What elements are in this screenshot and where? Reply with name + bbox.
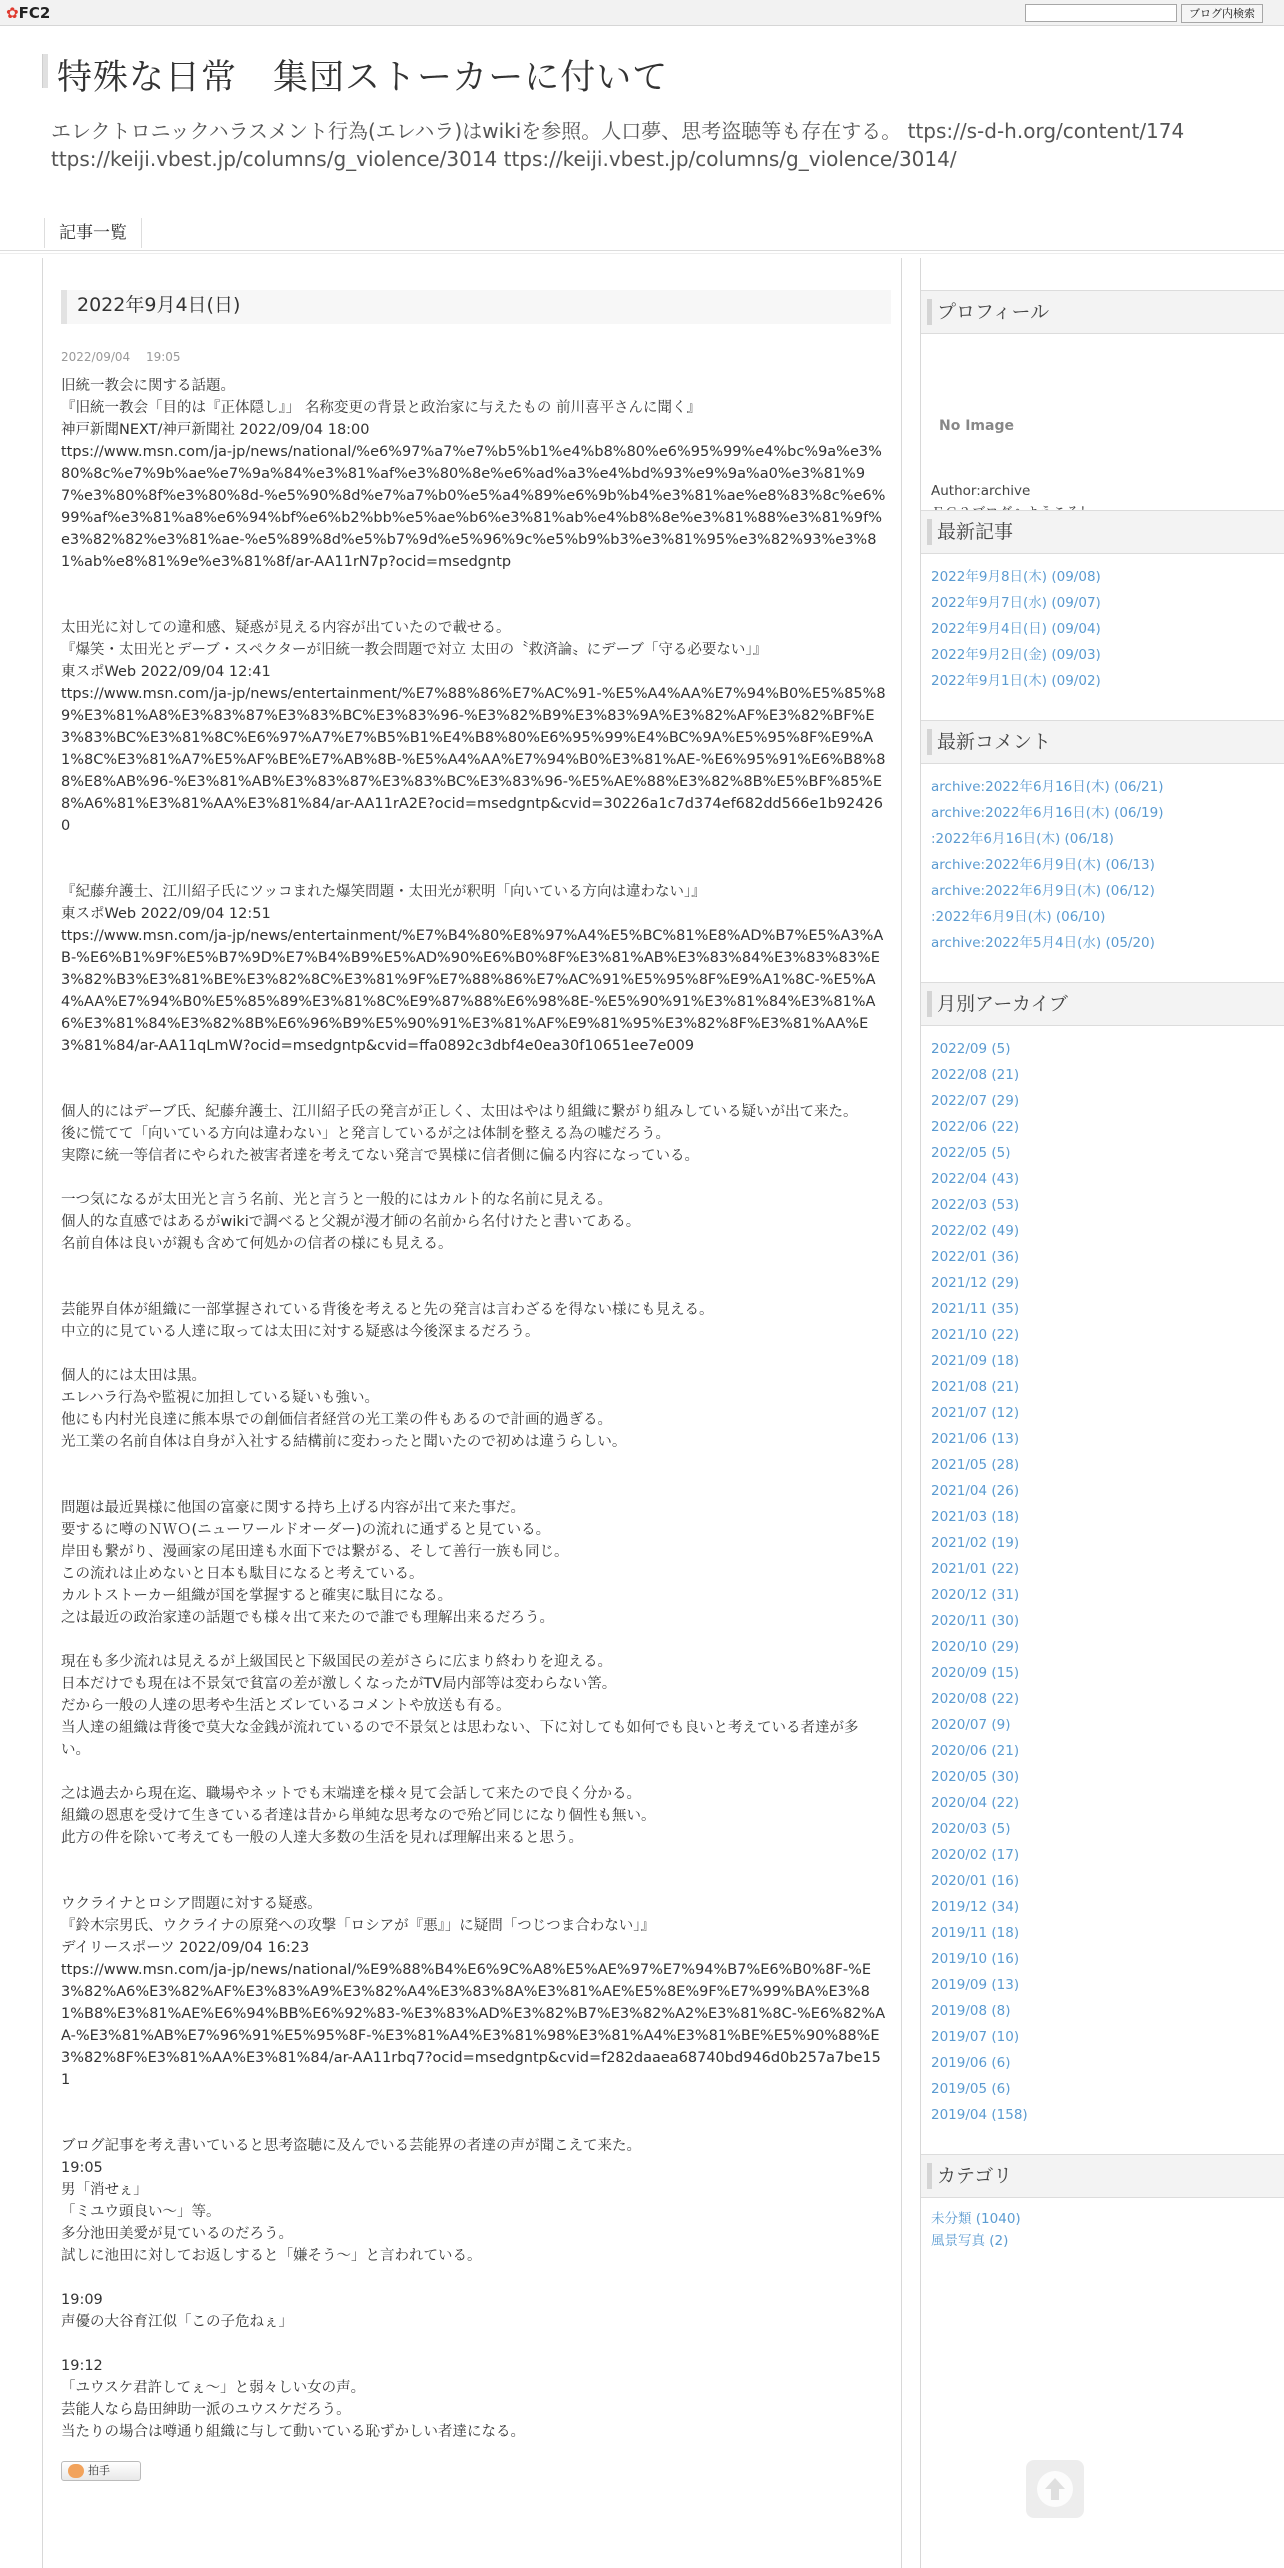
- entry-line: 試しに池田に対してお返しすると「嫌そう～」と言われている。: [61, 2248, 482, 2264]
- entry-line: 之は最近の政治家達の話題でも様々出て来たので誰でも理解出来るだろう。: [61, 1610, 554, 1626]
- recent-comment-link[interactable]: archive:2022年6月9日(木) (06/13): [931, 857, 1155, 873]
- entry-line[interactable]: ttps://www.msn.com/ja-jp/news/national/%E9%88%B4%E6%9C%A8%E5%AE%97%E7%94%B7%E6%B0%8F-%E3%82%A6%E3%82%AF%E3%83%A9%E3%82%A4%E3%83%8A%E3%81%AE%E5%8E%9F%E7%99%BA%E3%81%B8%E3%81%AE%E6%94%BB%E6%92%83-%E3%83%AD%E3%82%B7%E3%82%A2%E3%81%8C-%E6%82%AA-%E3%81%AB%E7%96%91%E5%95%8F-%E3%81%A4%E3%81%98%E3%81%A4%E3%81%BE%E5%90%88%E3%82%8F%E3%81%AA%E3%81%84/ar-AA11rbq7?ocid=msedgntp&cvid=f282daaea68740bd946d0b257a7be151: [61, 1962, 886, 2088]
- entry-line: 『鈴木宗男氏、ウクライナの原発への攻撃「ロシアが『悪』」に疑問「つじつま合わない」』: [61, 1918, 656, 1934]
- entry-line: 後に慌てて「向いている方向は違わない」と発言しているが之は体制を整える為の嘘だろう。: [61, 1126, 670, 1142]
- recent-comment-link[interactable]: :2022年6月9日(木) (06/10): [931, 909, 1106, 925]
- archive-month-link[interactable]: 2021/06 (13): [931, 1431, 1020, 1447]
- entry-line: 芸能界自体が組織に一部掌握されている背後を考えると先の発言は言わざるを得ない様にも見える。: [61, 1302, 714, 1318]
- entry-line: 『旧統一教会「目的は『正体隠し』」 名称変更の背景と政治家に与えたもの 前川喜平さんに聞く』: [61, 400, 701, 416]
- blog-description-line: ttps://keiji.vbest.jp/columns/g_violence/3014 ttps://keiji.vbest.jp/columns/g_violence/3014/: [51, 147, 957, 171]
- entry-line: 『紀藤弁護士、江川紹子氏にツッコまれた爆笑問題・太田光が釈明「向いている方向は違わない」』: [61, 884, 706, 900]
- entry-line: 多分池田美愛が見ているのだろう。: [61, 2226, 293, 2242]
- recent-entry-link[interactable]: 2022年9月8日(木) (09/08): [931, 569, 1101, 585]
- clap-button[interactable]: [61, 2461, 141, 2481]
- entry-line: 実際に統一等信者にやられた被害者達を考えてない発言で異様に信者側に偏る内容になっている。: [61, 1148, 699, 1164]
- entry-body: [61, 375, 887, 2443]
- fc2-logo-icon: ✿: [6, 4, 19, 22]
- entry-line: カルトストーカー組織が国を掌握すると確実に駄目になる。: [61, 1588, 453, 1604]
- archive-month-link[interactable]: 2021/04 (26): [931, 1483, 1020, 1499]
- archive-month-link[interactable]: 2019/05 (6): [931, 2081, 1011, 2097]
- archive-month-link[interactable]: 2019/06 (6): [931, 2055, 1011, 2071]
- archive-month-link[interactable]: 2020/05 (30): [931, 1769, 1020, 1785]
- archive-month-link[interactable]: 2022/05 (5): [931, 1145, 1011, 1161]
- entry-line: エレハラ行為や監視に加担している疑いも強い。: [61, 1390, 379, 1406]
- entry-line: 芸能人なら島田紳助一派のユウスケだろう。: [61, 2402, 351, 2418]
- archive-month-link[interactable]: 2021/09 (18): [931, 1353, 1020, 1369]
- recent-entries-section: [921, 510, 1284, 694]
- archive-month-link[interactable]: 2020/04 (22): [931, 1795, 1020, 1811]
- entry-line: 岸田も繋がり、漫画家の尾田達も水面下では繋がる、そして善行一族も同じ。: [61, 1544, 569, 1560]
- paragraph-gap: [61, 1849, 887, 1893]
- entry-line[interactable]: ttps://www.msn.com/ja-jp/news/entertainment/%E7%88%86%E7%AC%91-%E5%A4%AA%E7%94%B0%E5%85%89%E3%81%A8%E3%83%87%E3%83%BC%E3%83%96-%E3%82%B9%E3%83%9A%E3%82%AF%E3%82%BF%E3%83%BC%E3%81%8C%E6%97%A7%E7%B5%B1%E4%B8%80%E6%95%99%E4%BC%9A%E5%95%8F%E9%A1%8C%E3%81%A7%E5%AF%BE%E7%AB%8B-%E5%A4%AA%E7%94%B0%E3%81%AE-%E6%95%91%E6%B8%88%E8%AB%96-%E3%81%AB%E3%83%87%E3%83%BC%E3%83%96-%E5%AE%88%E3%82%8B%E5%BF%85%E8%A6%81%E3%81%AA%E3%81%84/ar-AA11rA2E?ocid=msedgntp&cvid=30226a1c7d374ef682dd566e1b924260: [61, 686, 886, 834]
- entry-line: 個人的には太田は黒。: [61, 1368, 206, 1384]
- entry-line[interactable]: ttps://www.msn.com/ja-jp/news/national/%e6%97%a7%e7%b5%b1%e4%b8%80%e6%95%99%e4%bc%9a%e3%80%8c%e7%9b%ae%e7%9a%84%e3%81%af%e3%80%8e%e6%ad%a3%e4%bd%93%e9%9a%a0%e3%81%97%e3%80%8f%e3%80%8d-%e5%90%8d%e7%a7%b0%e5%a4%89%e6%9b%b4%e3%81%ae%e8%83%8c%e6%99%af%e3%81%a8%e6%94%bf%e6%b2%bb%e5%ae%b6%e3%81%ab%e4%b8%8e%e3%81%88%e3%81%9f%e3%82%82%e3%81%ae-%e5%89%8d%e5%b7%9d%e5%96%9c%e5%b9%b3%e3%81%95%e3%82%93%e3%81%ab%e8%81%9e%e3%81%8f/ar-AA11rN7p?ocid=msedgntp: [61, 444, 886, 570]
- clap-icon: [68, 2464, 84, 2478]
- entry-line: 一つ気になるが太田光と言う名前、光と言うと一般的にはカルト的な名前に見える。: [61, 1192, 612, 1208]
- archive-month-link[interactable]: 2021/01 (22): [931, 1561, 1020, 1577]
- archive-month-link[interactable]: 2021/02 (19): [931, 1535, 1020, 1551]
- blog-search-input[interactable]: [1025, 4, 1177, 22]
- entry-line: 個人的にはデーブ氏、紀藤弁護士、江川紹子氏の発言が正しく、太田はやはり組織に繋がり組みしている疑いが出て来た。: [61, 1104, 858, 1120]
- archive-month-link[interactable]: 2022/02 (49): [931, 1223, 1020, 1239]
- entry-line: 太田光に対しての違和感、疑惑が見える内容が出ていたので載せる。: [61, 620, 511, 636]
- paragraph-gap: [61, 1343, 887, 1365]
- profile-section: [921, 290, 1284, 520]
- entry-line: だから一般の人達の思考や生活とズレているコメントや放送も有る。: [61, 1698, 511, 1714]
- paragraph-gap: [61, 1761, 887, 1783]
- entry-line: ウクライナとロシア問題に対する疑惑。: [61, 1896, 322, 1912]
- entry-line: 組織の恩恵を受けて生きている者達は昔から単純な思考なので殆ど同じになり個性も無い。: [61, 1808, 656, 1824]
- entry-line: 旧統一教会に関する話題。: [61, 378, 235, 394]
- paragraph-gap: [61, 1057, 887, 1101]
- archive-month-link[interactable]: 2019/04 (158): [931, 2107, 1028, 2123]
- entry-line: デイリースポーツ 2022/09/04 16:23: [61, 1940, 310, 1956]
- archive-month-link[interactable]: 2022/09 (5): [931, 1041, 1011, 1057]
- archive-month-link[interactable]: 2020/01 (16): [931, 1873, 1020, 1889]
- recent-comment-link[interactable]: :2022年6月16日(木) (06/18): [931, 831, 1114, 847]
- archive-month-link[interactable]: 2019/11 (18): [931, 1925, 1020, 1941]
- nav-divider: [0, 250, 1284, 254]
- entry-line[interactable]: ttps://www.msn.com/ja-jp/news/entertainment/%E7%B4%80%E8%97%A4%E5%BC%81%E8%AD%B7%E5%A3%AB-%E6%B1%9F%E5%B7%9D%E7%B4%B9%E5%AD%90%E6%B0%8F%E3%81%AB%E3%83%84%E3%83%83%E3%82%B3%E3%81%BE%E3%82%8C%E3%81%9F%E7%88%86%E7%AC%91%E5%95%8F%E9%A1%8C-%E5%A4%AA%E7%94%B0%E5%85%89%E3%81%8C%E9%87%88%E6%98%8E-%E5%90%91%E3%81%84%E3%81%A6%E3%81%84%E3%82%8B%E6%96%B9%E5%90%91%E3%81%AF%E9%81%95%E3%82%8F%E3%81%AA%E3%81%84/ar-AA11qLmW?ocid=msedgntp&cvid=ffa0892c3dbf4e0ea30f10651ee7e009: [61, 928, 884, 1054]
- archive-month-link[interactable]: 2019/08 (8): [931, 2003, 1011, 2019]
- entry-line: 中立的に見ている人達に取っては太田に対する疑惑は今後深まるだろう。: [61, 1324, 540, 1340]
- archive-month-link[interactable]: 2022/08 (21): [931, 1067, 1020, 1083]
- entry-line: 東スポWeb 2022/09/04 12:51: [61, 906, 271, 922]
- category-list: [921, 2198, 1284, 2252]
- recent-entry-link[interactable]: 2022年9月1日(木) (09/02): [931, 673, 1101, 689]
- archive-month-link[interactable]: 2019/09 (13): [931, 1977, 1020, 1993]
- paragraph-gap: [61, 1255, 887, 1299]
- entry-line: 「ユウスケ君許してぇ～」と弱々しい女の声。: [61, 2380, 366, 2396]
- entry-line: 声優の大谷育江似「この子危ねぇ」: [61, 2314, 293, 2330]
- entry-line: 問題は最近異様に他国の富豪に関する持ち上げる内容が出て来た事だ。: [61, 1500, 525, 1516]
- entry-line: 之は過去から現在迄、職場やネットでも末端達を様々見て会話して来たので良く分かる。: [61, 1786, 641, 1802]
- archive-month-link[interactable]: 2022/07 (29): [931, 1093, 1020, 1109]
- entry-line: 此方の件を除いて考えても一般の人達大多数の生活を見れば理解出来ると思う。: [61, 1830, 583, 1846]
- category-link[interactable]: 風景写真 (2): [931, 2233, 1009, 2249]
- recent-comments-heading: 最新コメント: [921, 720, 1284, 764]
- monthly-archive-section: [921, 982, 1284, 2128]
- fc2-logo-text: FC2: [18, 4, 51, 22]
- blog-description: [51, 117, 1251, 173]
- entry-line: 要するに噂のＮＷＯ(ニューワールドオーダー)の流れに通ずると見ている。: [61, 1522, 551, 1538]
- entry-date: 2022/09/04 19:05: [61, 350, 181, 364]
- paragraph-gap: [61, 573, 887, 617]
- archive-month-link[interactable]: 2021/07 (12): [931, 1405, 1020, 1421]
- category-section: [921, 2154, 1284, 2252]
- archive-month-link[interactable]: 2020/11 (30): [931, 1613, 1020, 1629]
- monthly-archive-list: [921, 1026, 1284, 2128]
- entry-line: 当たりの場合は噂通り組織に与して動いている恥ずかしい者達になる。: [61, 2424, 525, 2440]
- paragraph-gap: [61, 2333, 887, 2355]
- clap-label: 拍手: [88, 2464, 110, 2477]
- archive-month-link[interactable]: 2021/05 (28): [931, 1457, 1020, 1473]
- paragraph-gap: [61, 837, 887, 881]
- archive-month-link[interactable]: 2019/12 (34): [931, 1899, 1020, 1915]
- paragraph-gap: [61, 1167, 887, 1189]
- entry-line: 現在も多少流れは見えるが上級国民と下級国民の差がさらに広まり終わりを迎える。: [61, 1654, 612, 1670]
- paragraph-gap: [61, 1453, 887, 1497]
- paragraph-gap: [61, 1629, 887, 1651]
- recent-comment-link[interactable]: archive:2022年6月16日(木) (06/21): [931, 779, 1164, 795]
- monthly-archive-heading: 月別アーカイブ: [921, 982, 1284, 1026]
- archive-month-link[interactable]: 2021/12 (29): [931, 1275, 1020, 1291]
- archive-month-link[interactable]: 2020/02 (17): [931, 1847, 1020, 1863]
- archive-month-link[interactable]: 2022/04 (43): [931, 1171, 1020, 1187]
- back-to-top-button[interactable]: [1026, 2460, 1084, 2518]
- profile-heading: プロフィール: [921, 290, 1284, 334]
- archive-month-link[interactable]: 2022/03 (53): [931, 1197, 1020, 1213]
- entry-line: 東スポWeb 2022/09/04 12:41: [61, 664, 271, 680]
- recent-entries-heading: 最新記事: [921, 510, 1284, 554]
- entry-line: 19:05: [61, 2160, 103, 2176]
- entry-line: 個人的な直感ではあるがwikiで調べると父親が漫才師の名前から名付けたと書いてある。: [61, 1214, 641, 1230]
- entry-line: ブログ記事を考え書いていると思考盗聴に及んでいる芸能界の者達の声が聞こえて来た。: [61, 2138, 641, 2154]
- archive-month-link[interactable]: 2019/10 (16): [931, 1951, 1020, 1967]
- archive-month-link[interactable]: 2020/03 (5): [931, 1821, 1011, 1837]
- archive-month-link[interactable]: 2021/10 (22): [931, 1327, 1020, 1343]
- recent-entry-link[interactable]: 2022年9月7日(水) (09/07): [931, 595, 1101, 611]
- title-accent-bar: [42, 54, 48, 88]
- recent-comment-link[interactable]: archive:2022年6月16日(木) (06/19): [931, 805, 1164, 821]
- archive-month-link[interactable]: 2019/07 (10): [931, 2029, 1020, 2045]
- arrow-up-icon: [1035, 2469, 1075, 2509]
- paragraph-gap: [61, 2091, 887, 2135]
- entry-line: 日本だけでも現在は不景気で貧富の差が激しくなったがTV局内部等は変わらない筈。: [61, 1676, 617, 1692]
- archive-month-link[interactable]: 2020/08 (22): [931, 1691, 1020, 1707]
- archive-month-link[interactable]: 2020/12 (31): [931, 1587, 1020, 1603]
- recent-entry-link[interactable]: 2022年9月4日(日) (09/04): [931, 621, 1101, 637]
- entry-line: 19:09: [61, 2292, 103, 2308]
- entry-line: 男「消せぇ」: [61, 2182, 148, 2198]
- profile-image: No Image: [939, 418, 1014, 434]
- blog-search-button[interactable]: ブログ内検索: [1181, 4, 1263, 23]
- archive-month-link[interactable]: 2021/03 (18): [931, 1509, 1020, 1525]
- entry-line: 神戸新聞NEXT/神戸新聞社 2022/09/04 18:00: [61, 422, 370, 438]
- archive-month-link[interactable]: 2022/01 (36): [931, 1249, 1020, 1265]
- entry-line: 他にも内村光良達に熊本県での創価信者経営の光工業の件もあるので計画的過ぎる。: [61, 1412, 612, 1428]
- archive-month-link[interactable]: 2020/10 (29): [931, 1639, 1020, 1655]
- category-heading: カテゴリ: [921, 2154, 1284, 2198]
- main-column: [42, 258, 902, 2568]
- recent-entry-link[interactable]: 2022年9月2日(金) (09/03): [931, 647, 1101, 663]
- blog-description-line: エレクトロニックハラスメント行為(エレハラ)はwikiを参照。人口夢、思考盗聴等も存在する。 ttps://s-d-h.org/content/174: [51, 119, 1185, 143]
- archive-month-link[interactable]: 2020/09 (15): [931, 1665, 1020, 1681]
- entry-line: この流れは止めないと日本も駄目になると考えている。: [61, 1566, 424, 1582]
- entry-line: 19:12: [61, 2358, 103, 2374]
- archive-month-link[interactable]: 2022/06 (22): [931, 1119, 1020, 1135]
- nav-entry-list[interactable]: 記事一覧: [44, 218, 142, 248]
- paragraph-gap: [61, 2267, 887, 2289]
- fc2-toolbar: [0, 0, 1284, 26]
- recent-entries-list: [921, 554, 1284, 694]
- entry-line: 名前自体は良いが親も含めて何処かの信者の様にも見える。: [61, 1236, 453, 1252]
- archive-month-link[interactable]: 2021/11 (35): [931, 1301, 1020, 1317]
- archive-month-link[interactable]: 2020/07 (9): [931, 1717, 1011, 1733]
- archive-month-link[interactable]: 2021/08 (21): [931, 1379, 1020, 1395]
- archive-month-link[interactable]: 2020/06 (21): [931, 1743, 1020, 1759]
- entry-line: 『爆笑・太田光とデーブ・スペクターが旧統一教会問題で対立 太田の〝救済論〟にデーブ「守る必要ない」』: [61, 642, 768, 658]
- fc2-logo[interactable]: [6, 4, 50, 22]
- entry: [61, 290, 901, 2481]
- category-link[interactable]: 未分類 (1040): [931, 2211, 1021, 2227]
- sidebar: [920, 258, 1284, 2568]
- entry-line: 「ミユウ頭良い～」等。: [61, 2204, 221, 2220]
- blog-title[interactable]: 特殊な日常 集団ストーカーに付いて: [57, 58, 669, 98]
- recent-comment-link[interactable]: archive:2022年6月9日(木) (06/12): [931, 883, 1155, 899]
- profile-author: Author:archive: [931, 483, 1031, 499]
- recent-comments-list: [921, 764, 1284, 956]
- entry-title[interactable]: 2022年9月4日(日): [61, 290, 891, 324]
- entry-line: 当人達の組織は背後で莫大な金銭が流れているので不景気とは思わない、下に対しても如何でも良いと考えている者達が多い。: [61, 1720, 859, 1758]
- recent-comment-link[interactable]: archive:2022年5月4日(水) (05/20): [931, 935, 1155, 951]
- entry-line: 光工業の名前自体は自身が入社する結構前に変わったと聞いたので初めは違うらしい。: [61, 1434, 627, 1450]
- recent-comments-section: [921, 720, 1284, 956]
